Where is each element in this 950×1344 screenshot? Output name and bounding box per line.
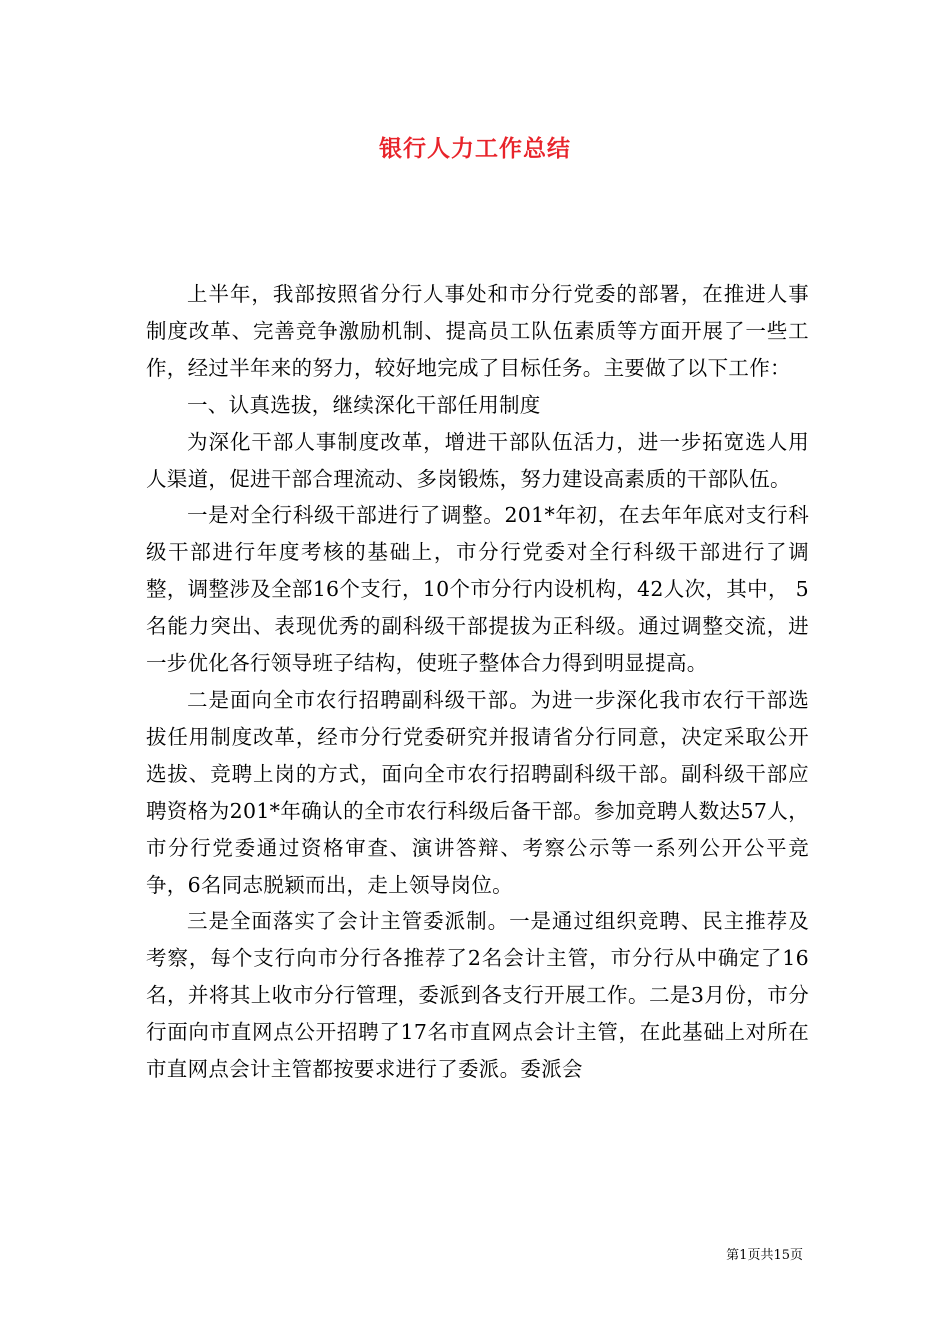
body-paragraph: 一是对全行科级干部进行了调整。201*年初，在去年年底对支行科级干部进行年度考核的基础上，市分行党委对全行科级干部进行了调整，调整涉及全部16个支行，10个市分行内设机构，42人次，其中， 5名能力突出、表现优秀的副科级干部提拔为正科级。通过调整交流，进一步优化各行领导班子结构，使班子整体合力得到明显提高。	[146, 503, 809, 676]
document-body	[146, 276, 809, 1088]
body-paragraph: 为深化干部人事制度改革，增进干部队伍活力，进一步拓宽选人用人渠道，促进干部合理流动、多岗锻炼，努力建设高素质的干部队伍。	[146, 429, 809, 491]
intro-paragraph: 上半年，我部按照省分行人事处和市分行党委的部署，在推进人事制度改革、完善竞争激励机制、提高员工队伍素质等方面开展了一些工作，经过半年来的努力，较好地完成了目标任务。主要做了以下工作：	[146, 282, 809, 380]
body-paragraph: 三是全面落实了会计主管委派制。一是通过组织竞聘、民主推荐及考察，每个支行向市分行各推荐了2名会计主管，市分行从中确定了16名，并将其上收市分行管理，委派到各支行开展工作。二是3月份，市分行面向市直网点公开招聘了17名市直网点会计主管，在此基础上对所在市直网点会计主管都按要求进行了委派。委派会	[146, 909, 809, 1082]
document-title: 银行人力工作总结	[379, 135, 571, 162]
page-number-footer: 第1页共15页	[726, 1248, 803, 1263]
body-paragraph: 二是面向全市农行招聘副科级干部。为进一步深化我市农行干部选拔任用制度改革，经市分行党委研究并报请省分行同意，决定采取公开选拔、竞聘上岗的方式，面向全市农行招聘副科级干部。副科级干部应聘资格为201*年确认的全市农行科级后备干部。参加竞聘人数达57人，市分行党委通过资格审查、演讲答辩、考察公示等一系列公开公平竞争，6名同志脱颖而出，走上领导岗位。	[146, 687, 809, 897]
section-heading: 一、认真选拔，继续深化干部任用制度	[187, 392, 541, 417]
